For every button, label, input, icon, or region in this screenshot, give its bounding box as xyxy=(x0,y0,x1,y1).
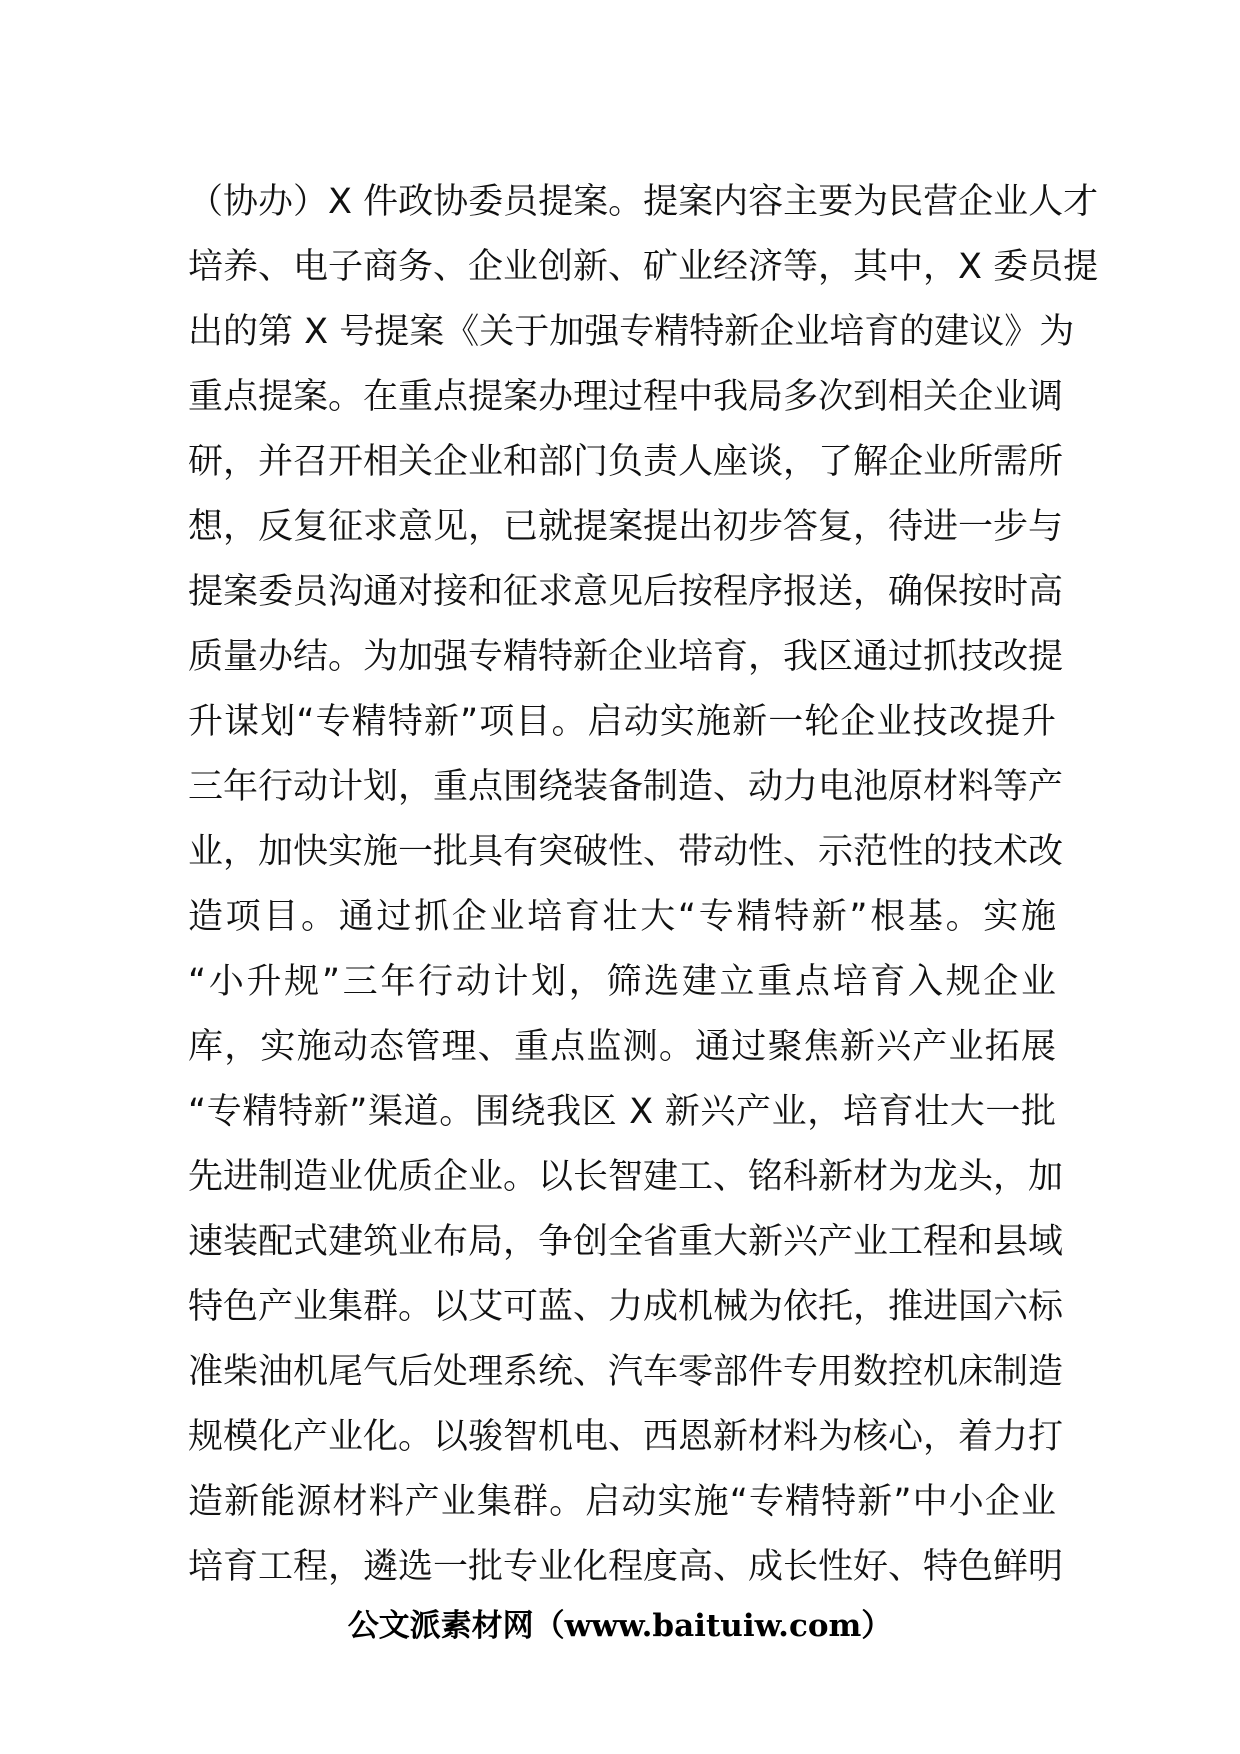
body-text-line: 研，并召开相关企业和部门负责人座谈，了解企业所需所 xyxy=(188,442,1064,482)
body-text-line: “专精特新”渠道。围绕我区 X 新兴产业，培育壮大一批 xyxy=(188,1092,1056,1132)
body-text-line: 提案委员沟通对接和征求意见后按程序报送，确保按时高 xyxy=(188,572,1064,612)
body-text-line: 先进制造业优质企业。以长智建工、铭科新材为龙头，加 xyxy=(188,1157,1064,1197)
body-text-line: 准柴油机尾气后处理系统、汽车零部件专用数控机床制造 xyxy=(188,1352,1064,1392)
body-text-line: （协办）X 件政协委员提案。提案内容主要为民营企业人才 xyxy=(188,182,1099,222)
body-text-line: 业，加快实施一批具有突破性、带动性、示范性的技术改 xyxy=(188,832,1064,872)
document-body xyxy=(188,170,1099,1600)
body-text-line: 出的第 X 号提案《关于加强专精特新企业培育的建议》为 xyxy=(188,312,1075,352)
footer-watermark-text: 公文派素材网（www.baituiw.com） xyxy=(347,1608,893,1644)
body-text-line: 库，实施动态管理、重点监测。通过聚焦新兴产业拓展 xyxy=(188,1027,1056,1067)
body-text-line: 速装配式建筑业布局，争创全省重大新兴产业工程和县域 xyxy=(188,1222,1064,1262)
body-text-line: 升谋划“专精特新”项目。启动实施新一轮企业技改提升 xyxy=(188,702,1056,742)
body-text-line: 重点提案。在重点提案办理过程中我局多次到相关企业调 xyxy=(188,377,1064,417)
body-text-line: 造新能源材料产业集群。启动实施“专精特新”中小企业 xyxy=(188,1482,1056,1522)
body-text-line: 特色产业集群。以艾可蓝、力成机械为依托，推进国六标 xyxy=(188,1287,1064,1327)
body-text-line: 三年行动计划，重点围绕装备制造、动力电池原材料等产 xyxy=(188,767,1064,807)
body-text-line: 质量办结。为加强专精特新企业培育，我区通过抓技改提 xyxy=(188,637,1064,677)
body-text-line: 想，反复征求意见，已就提案提出初步答复，待进一步与 xyxy=(188,507,1064,547)
body-text-line: 造项目。通过抓企业培育壮大“专精特新”根基。实施 xyxy=(188,897,1056,937)
body-text-line: 培养、电子商务、企业创新、矿业经济等，其中，X 委员提 xyxy=(188,247,1099,287)
body-text-line: 培育工程，遴选一批专业化程度高、成长性好、特色鲜明 xyxy=(188,1547,1064,1587)
body-text-line: “小升规”三年行动计划，筛选建立重点培育入规企业 xyxy=(188,962,1056,1002)
body-text-line: 规模化产业化。以骏智机电、西恩新材料为核心，着力打 xyxy=(188,1417,1064,1457)
